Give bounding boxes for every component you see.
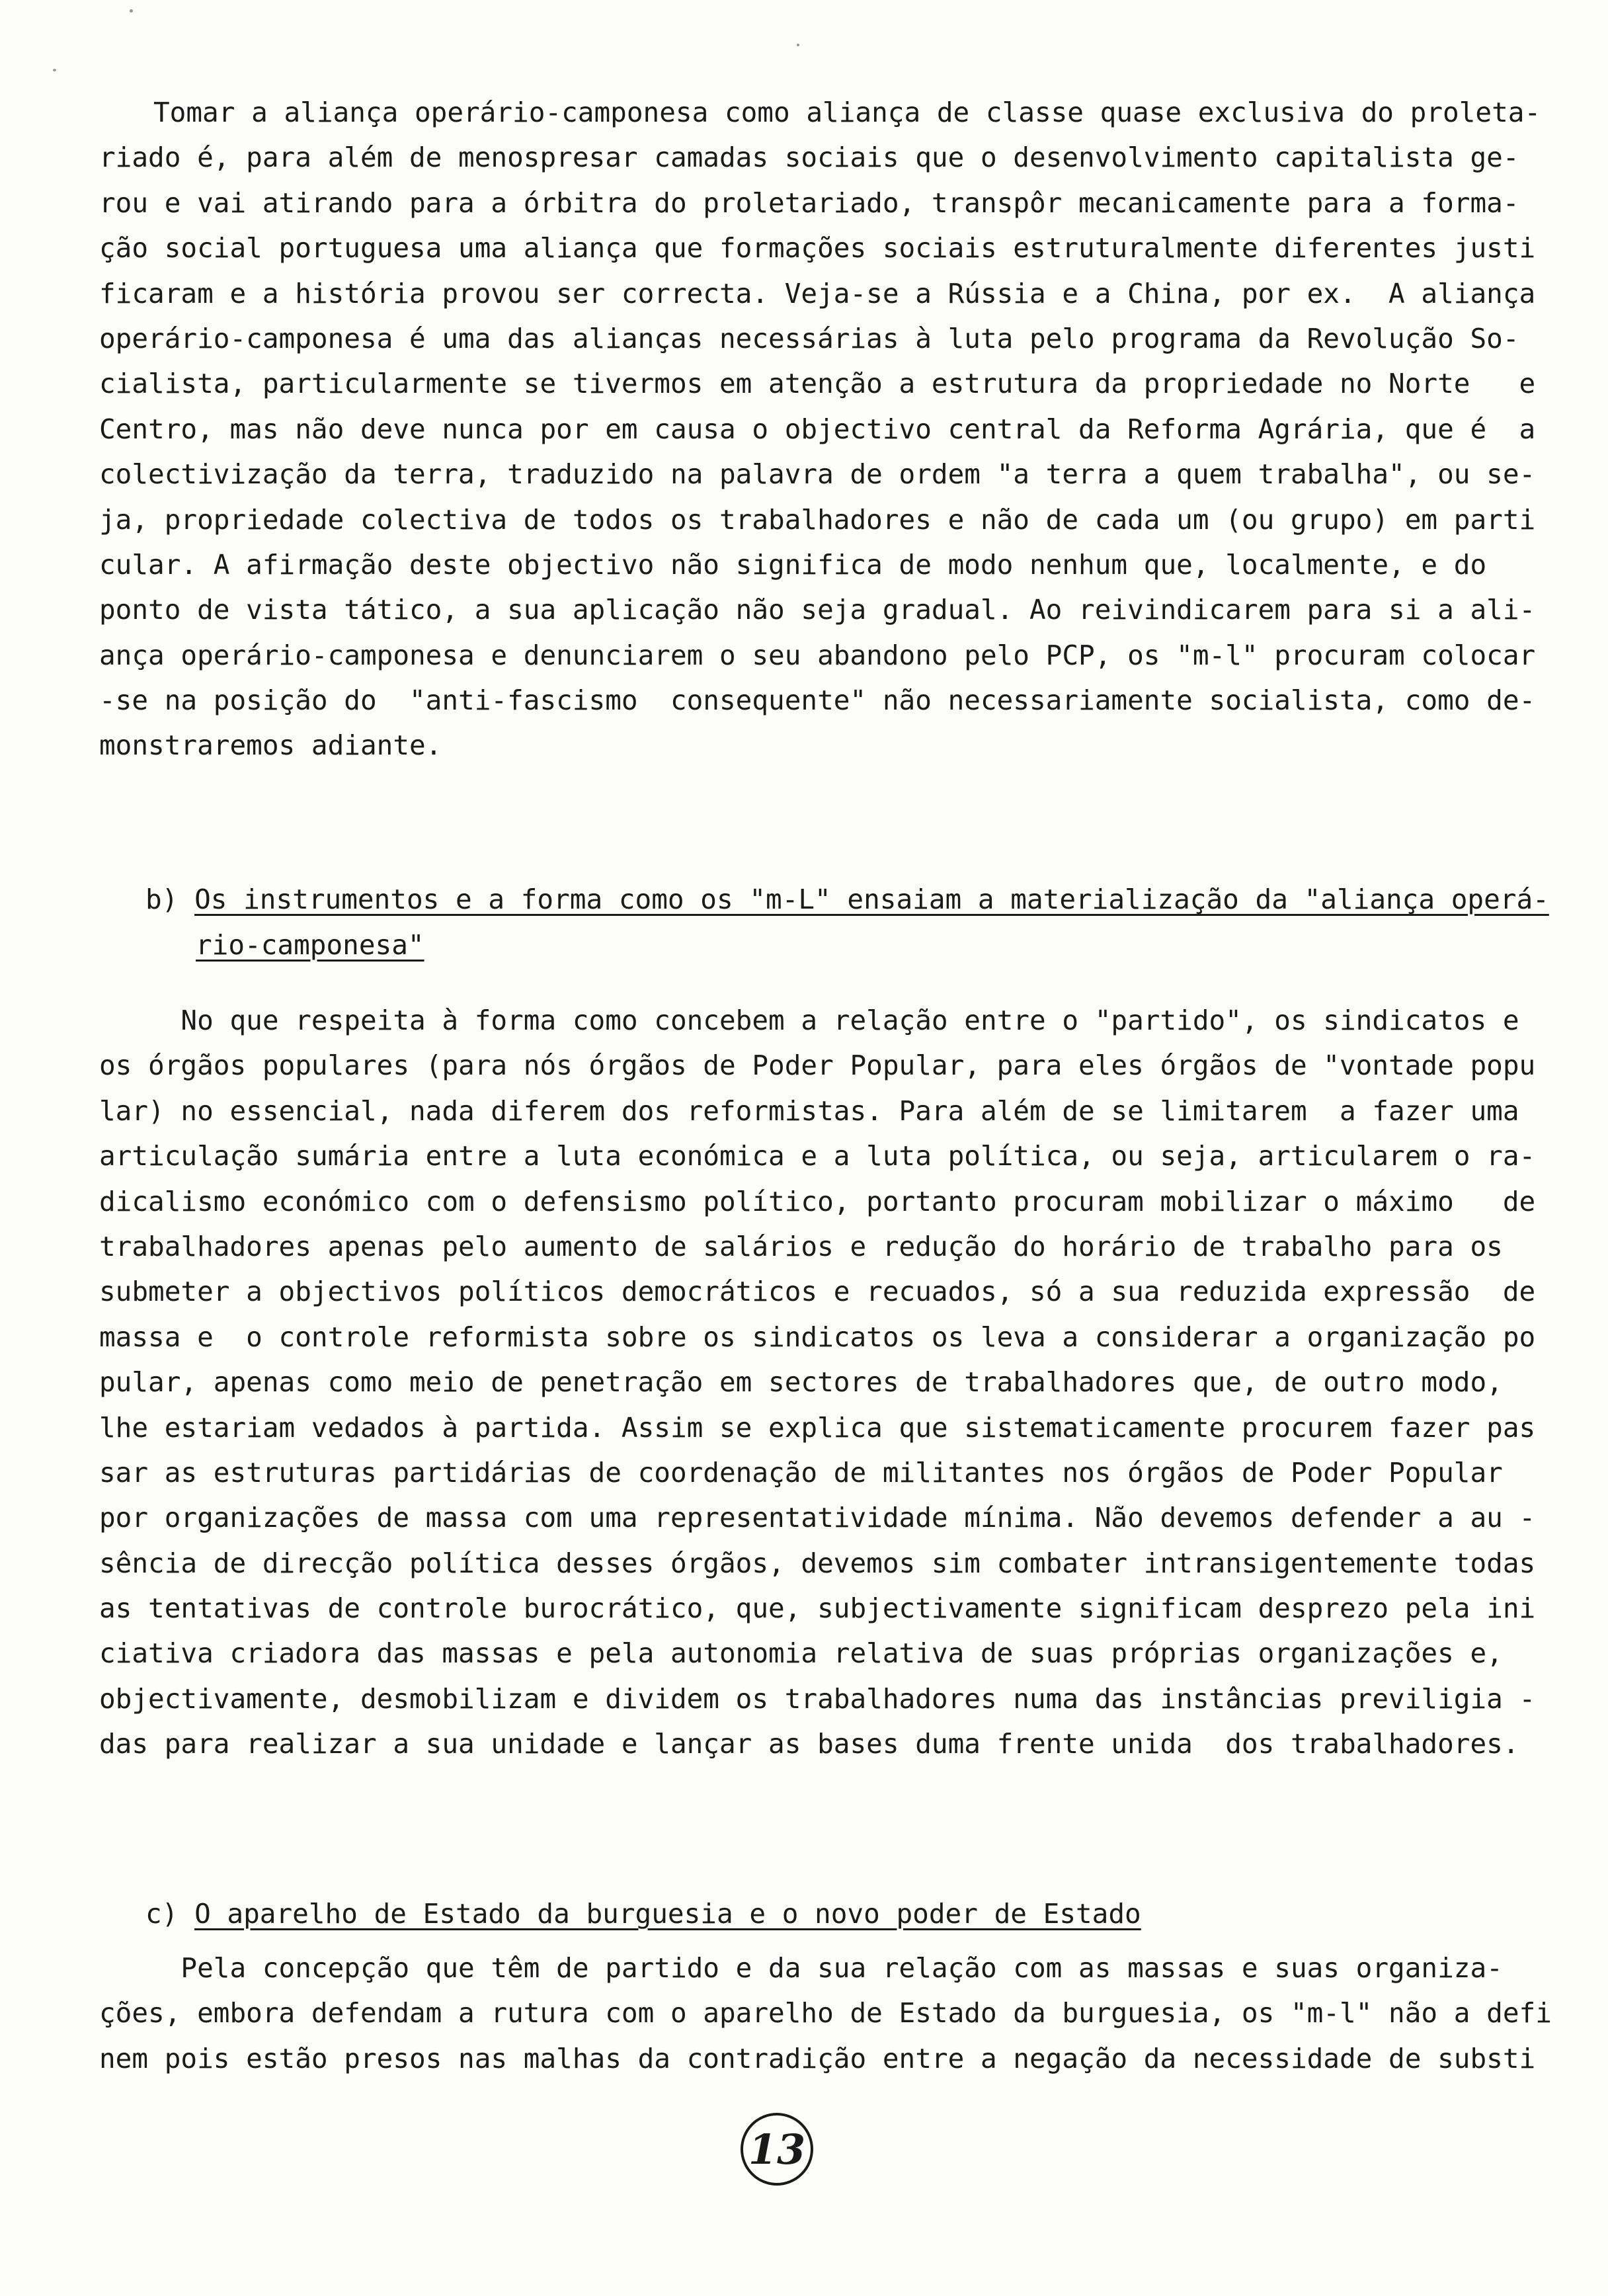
- scan-speck: [130, 9, 133, 13]
- text-line: ja, propriedade colectiva de todos os trabalhadores e não de cada um (ou grupo) em parti: [99, 503, 1536, 536]
- text-line: das para realizar a sua unidade e lançar as bases duma frente unida dos trabalhadores.: [99, 1728, 1519, 1760]
- paragraph-3: [99, 1946, 1554, 2081]
- text-line: pular, apenas como meio de penetração em sectores de trabalhadores que, de outro modo,: [99, 1366, 1503, 1399]
- paragraph-1: [99, 90, 1554, 768]
- scan-speck: [797, 44, 799, 46]
- text-line: rou e vai atirando para a órbitra do proletariado, transpôr mecanicamente para a forma-: [99, 186, 1519, 219]
- text-line: ança operário-camponesa e denunciarem o seu abandono pelo PCP, os "m-l" procuram colocar: [99, 639, 1536, 671]
- section-heading-b: [145, 877, 1549, 922]
- text-line: lhe estariam vedados à partida. Assim se explica que sistematicamente procurem fazer pas: [99, 1411, 1536, 1444]
- section-heading-b-continued: [196, 922, 424, 967]
- text-line: monstraremos adiante.: [99, 729, 442, 762]
- text-line: nem pois estão presos nas malhas da contradição entre a negação da necessidade de substi: [99, 2042, 1536, 2074]
- text-line: Centro, mas não deve nunca por em causa o objectivo central da Reforma Agrária, que é a: [99, 413, 1536, 445]
- text-line: ção social portuguesa uma aliança que formações sociais estruturalmente diferentes justi: [99, 232, 1536, 265]
- text-line: sência de direcção política desses órgãos, devemos sim combater intransigentemente todas: [99, 1547, 1536, 1579]
- text-line: submeter a objectivos políticos democráticos e recuados, só a sua reduzida expressão de: [99, 1276, 1536, 1308]
- text-line: ciativa criadora das massas e pela autonomia relativa de suas próprias organizações e,: [99, 1637, 1503, 1670]
- text-line: Pela concepção que têm de partido e da sua relação com as massas e suas organiza-: [99, 1952, 1503, 1984]
- text-line: ficaram e a história provou ser correcta. Veja-se a Rússia e a China, por ex. A aliança: [99, 277, 1536, 309]
- text-line: riado é, para além de menospresar camadas sociais que o desenvolvimento capitalista ge-: [99, 142, 1519, 174]
- section-title-line-2: rio-camponesa": [196, 929, 424, 961]
- text-line: operário-camponesa é uma das alianças necessárias à luta pelo programa da Revolução So-: [99, 322, 1519, 354]
- section-heading-c: [145, 1891, 1141, 1936]
- text-line: dicalismo económico com o defensismo político, portanto procuram mobilizar o máximo de: [99, 1185, 1536, 1217]
- text-line: ções, embora defendam a rutura com o aparelho de Estado da burguesia, os "m-l" não a defi: [99, 1997, 1552, 2030]
- text-line: Tomar a aliança operário-camponesa como aliança de classe quase exclusiva do proleta-: [153, 97, 1541, 128]
- scan-speck: [53, 69, 56, 71]
- text-line: objectivamente, desmobilizam e dividem os trabalhadores numa das instâncias previligia -: [99, 1682, 1536, 1715]
- text-line: colectivização da terra, traduzido na palavra de ordem "a terra a quem trabalha", ou se-: [99, 458, 1536, 491]
- text-line: -se na posição do "anti-fascismo consequente" não necessariamente socialista, como de-: [99, 684, 1536, 717]
- text-line: trabalhadores apenas pelo aumento de salários e redução do horário de trabalho para os: [99, 1230, 1503, 1262]
- text-line: lar) no essencial, nada diferem dos reformistas. Para além de se limitarem a fazer uma: [99, 1094, 1519, 1127]
- text-line: No que respeita à forma como concebem a relação entre o "partido", os sindicatos e: [99, 1004, 1519, 1036]
- section-title-line-1: Os instrumentos e a forma como os "m-L" ensaiam a materialização da "aliança operá-: [194, 883, 1549, 915]
- text-line: cialista, particularmente se tivermos em atenção a estrutura da propriedade no Norte e: [99, 368, 1536, 400]
- page-number: 13: [741, 2113, 813, 2186]
- section-marker: c): [145, 1898, 179, 1930]
- text-line: cular. A afirmação deste objectivo não significa de modo nenhum que, localmente, e do: [99, 548, 1487, 581]
- text-line: os órgãos populares (para nós órgãos de Poder Popular, para eles órgãos de "vontade popu: [99, 1049, 1536, 1082]
- section-marker: b): [145, 883, 179, 915]
- paragraph-2: [99, 998, 1554, 1767]
- text-line: ponto de vista tático, a sua aplicação não seja gradual. Ao reivindicarem para si a ali-: [99, 594, 1536, 626]
- text-line: sar as estruturas partidárias de coordenação de militantes nos órgãos de Poder Popular: [99, 1456, 1503, 1489]
- text-line: por organizações de massa com uma representatividade mínima. Não devemos defender a au -: [99, 1502, 1536, 1534]
- section-title-line-1: O aparelho de Estado da burguesia e o novo poder de Estado: [194, 1898, 1141, 1930]
- text-line: massa e o controle reformista sobre os sindicatos os leva a considerar a organização po: [99, 1321, 1536, 1353]
- text-line: articulação sumária entre a luta económica e a luta política, ou seja, articularem o ra-: [99, 1140, 1536, 1172]
- text-line: as tentativas de controle burocrático, que, subjectivamente significam desprezo pela ini: [99, 1592, 1536, 1625]
